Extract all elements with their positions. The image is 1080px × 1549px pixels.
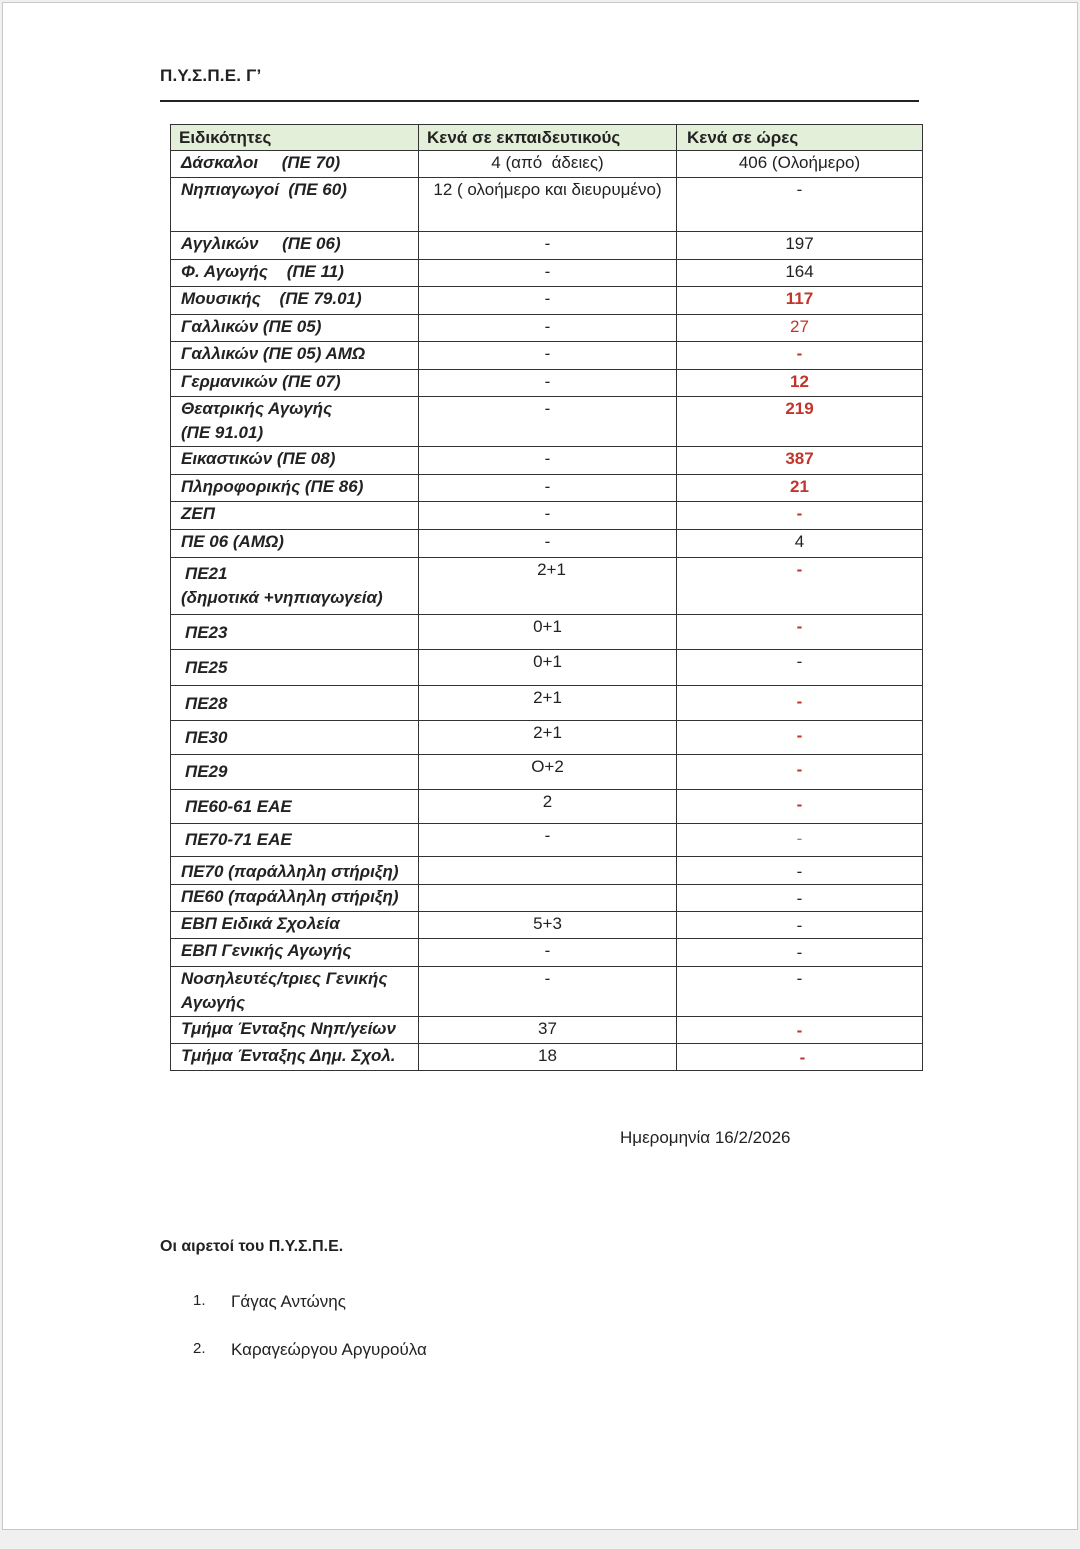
electees-list: [193, 1292, 427, 1388]
teachers-cell: 4 (από άδειες): [419, 151, 677, 178]
hours-cell: -: [677, 755, 923, 790]
column-header-teacher-vacancies: Κενά σε εκπαιδευτικούς: [419, 125, 677, 151]
specialty-cell: ΠΕ25: [171, 650, 419, 686]
electee-name: Καραγεώργου Αργυρούλα: [231, 1340, 427, 1359]
teachers-cell: -: [419, 967, 677, 1017]
teachers-cell: 2+1: [419, 721, 677, 755]
specialty-cell: Αγγλικών (ΠΕ 06): [171, 232, 419, 260]
table-row: [171, 260, 923, 287]
table-row: [171, 885, 923, 912]
specialty-cell: ΠΕ70-71 ΕΑΕ: [171, 824, 419, 857]
table-row: [171, 1017, 923, 1044]
table-row: [171, 232, 923, 260]
hours-cell: -: [677, 967, 923, 1017]
table-row: [171, 447, 923, 475]
specialty-cell: [171, 967, 419, 1017]
vacancies-table: [170, 124, 923, 1071]
table-row: [171, 397, 923, 447]
specialty-line: Αγωγής: [181, 993, 246, 1012]
specialty-cell: Εικαστικών (ΠΕ 08): [171, 447, 419, 475]
specialty-cell: Μουσικής (ΠΕ 79.01): [171, 287, 419, 315]
specialty-line: ΠΕ21: [185, 564, 228, 583]
hours-cell: -: [677, 615, 923, 650]
hours-cell: -: [677, 885, 923, 912]
table-row: [171, 315, 923, 342]
teachers-cell: -: [419, 315, 677, 342]
specialty-cell: Τμήμα Ένταξης Νηπ/γείων: [171, 1017, 419, 1044]
table-row: [171, 615, 923, 650]
hours-cell: -: [677, 502, 923, 530]
hours-cell: 197: [677, 232, 923, 260]
table-row: [171, 558, 923, 615]
viewer-background: [0, 1530, 1080, 1549]
teachers-cell: -: [419, 824, 677, 857]
specialty-cell: ΠΕ30: [171, 721, 419, 755]
document-header-title: Π.Υ.Σ.Π.Ε. Γ’: [160, 66, 262, 85]
table-row: [171, 857, 923, 885]
specialty-cell: Νηπιαγωγοί (ΠΕ 60): [171, 178, 419, 232]
table-row: [171, 151, 923, 178]
teachers-cell: -: [419, 370, 677, 397]
specialty-cell: ΖΕΠ: [171, 502, 419, 530]
teachers-cell: 18: [419, 1044, 677, 1071]
table-header-row: [171, 125, 923, 151]
table-row: [171, 721, 923, 755]
table-row: [171, 475, 923, 502]
column-header-specialty: Ειδικότητες: [171, 125, 419, 151]
table-row: [171, 755, 923, 790]
hours-cell: 4: [677, 530, 923, 558]
list-item: [193, 1292, 427, 1340]
teachers-cell: -: [419, 260, 677, 287]
teachers-cell: 2: [419, 790, 677, 824]
specialty-cell: [171, 397, 419, 447]
hours-cell: -: [677, 721, 923, 755]
hours-cell: 21: [677, 475, 923, 502]
table-row: [171, 530, 923, 558]
teachers-cell: 0+1: [419, 650, 677, 686]
table-row: [171, 790, 923, 824]
table-row: [171, 824, 923, 857]
electee-name: Γάγας Αντώνης: [231, 1292, 346, 1311]
hours-cell: -: [677, 1017, 923, 1044]
specialty-cell: Τμήμα Ένταξης Δημ. Σχολ.: [171, 1044, 419, 1071]
teachers-cell: -: [419, 287, 677, 315]
hours-cell: 164: [677, 260, 923, 287]
teachers-cell: -: [419, 939, 677, 967]
specialty-cell: Γερμανικών (ΠΕ 07): [171, 370, 419, 397]
header-divider: [160, 100, 919, 102]
specialty-cell: ΠΕ29: [171, 755, 419, 790]
teachers-cell: 12 ( ολοήμερο και διευρυμένο): [419, 178, 677, 232]
hours-cell: 406 (Ολοήμερο): [677, 151, 923, 178]
teachers-cell: -: [419, 397, 677, 447]
specialty-line: (ΠΕ 91.01): [181, 423, 264, 442]
hours-cell: -: [677, 1044, 923, 1071]
specialty-cell: ΠΕ60 (παράλληλη στήριξη): [171, 885, 419, 912]
specialty-cell: ΕΒΠ Γενικής Αγωγής: [171, 939, 419, 967]
specialty-cell: ΕΒΠ Ειδικά Σχολεία: [171, 912, 419, 939]
teachers-cell: -: [419, 232, 677, 260]
table-row: [171, 287, 923, 315]
list-number: 2.: [193, 1340, 206, 1357]
teachers-cell: 2+1: [419, 558, 677, 615]
table-row: [171, 342, 923, 370]
hours-cell: 12: [677, 370, 923, 397]
specialty-cell: ΠΕ23: [171, 615, 419, 650]
table-row: [171, 686, 923, 721]
list-number: 1.: [193, 1292, 206, 1309]
teachers-cell: -: [419, 447, 677, 475]
teachers-cell: -: [419, 475, 677, 502]
hours-cell: -: [677, 790, 923, 824]
hours-cell: -: [677, 857, 923, 885]
specialty-line: Θεατρικής Αγωγής: [181, 399, 333, 418]
hours-cell: -: [677, 939, 923, 967]
hours-cell: 219: [677, 397, 923, 447]
list-item: [193, 1340, 427, 1388]
table-row: [171, 370, 923, 397]
hours-cell: 117: [677, 287, 923, 315]
table-row: [171, 912, 923, 939]
hours-cell: 387: [677, 447, 923, 475]
hours-cell: -: [677, 558, 923, 615]
teachers-cell: [419, 857, 677, 885]
teachers-cell: -: [419, 530, 677, 558]
specialty-cell: ΠΕ70 (παράλληλη στήριξη): [171, 857, 419, 885]
specialty-cell: Δάσκαλοι (ΠΕ 70): [171, 151, 419, 178]
teachers-cell: [419, 885, 677, 912]
table-row: [171, 650, 923, 686]
teachers-cell: Ο+2: [419, 755, 677, 790]
hours-cell: -: [677, 686, 923, 721]
teachers-cell: -: [419, 502, 677, 530]
specialty-line: Νοσηλευτές/τριες Γενικής: [181, 969, 388, 988]
column-header-hour-vacancies: Κενά σε ώρες: [677, 125, 923, 151]
hours-cell: -: [677, 912, 923, 939]
teachers-cell: 5+3: [419, 912, 677, 939]
table-row: [171, 178, 923, 232]
electees-title: Οι αιρετοί του Π.Υ.Σ.Π.Ε.: [160, 1238, 344, 1255]
teachers-cell: 2+1: [419, 686, 677, 721]
specialty-cell: Φ. Αγωγής (ΠΕ 11): [171, 260, 419, 287]
hours-cell: 27: [677, 315, 923, 342]
table-row: [171, 967, 923, 1017]
specialty-cell: ΠΕ60-61 ΕΑΕ: [171, 790, 419, 824]
specialty-cell: ΠΕ 06 (ΑΜΩ): [171, 530, 419, 558]
hours-cell: -: [677, 178, 923, 232]
table-row: [171, 502, 923, 530]
hours-cell: -: [677, 824, 923, 857]
teachers-cell: -: [419, 342, 677, 370]
hours-cell: -: [677, 650, 923, 686]
document-date: Ημερομηνία 16/2/2026: [620, 1128, 791, 1147]
specialty-cell: ΠΕ28: [171, 686, 419, 721]
hours-cell: -: [677, 342, 923, 370]
teachers-cell: 37: [419, 1017, 677, 1044]
teachers-cell: 0+1: [419, 615, 677, 650]
table-row: [171, 939, 923, 967]
specialty-cell: [171, 558, 419, 615]
specialty-cell: Πληροφορικής (ΠΕ 86): [171, 475, 419, 502]
specialty-line: (δημοτικά +νηπιαγωγεία): [181, 588, 383, 607]
specialty-cell: Γαλλικών (ΠΕ 05): [171, 315, 419, 342]
specialty-cell: Γαλλικών (ΠΕ 05) ΑΜΩ: [171, 342, 419, 370]
table-row: [171, 1044, 923, 1071]
